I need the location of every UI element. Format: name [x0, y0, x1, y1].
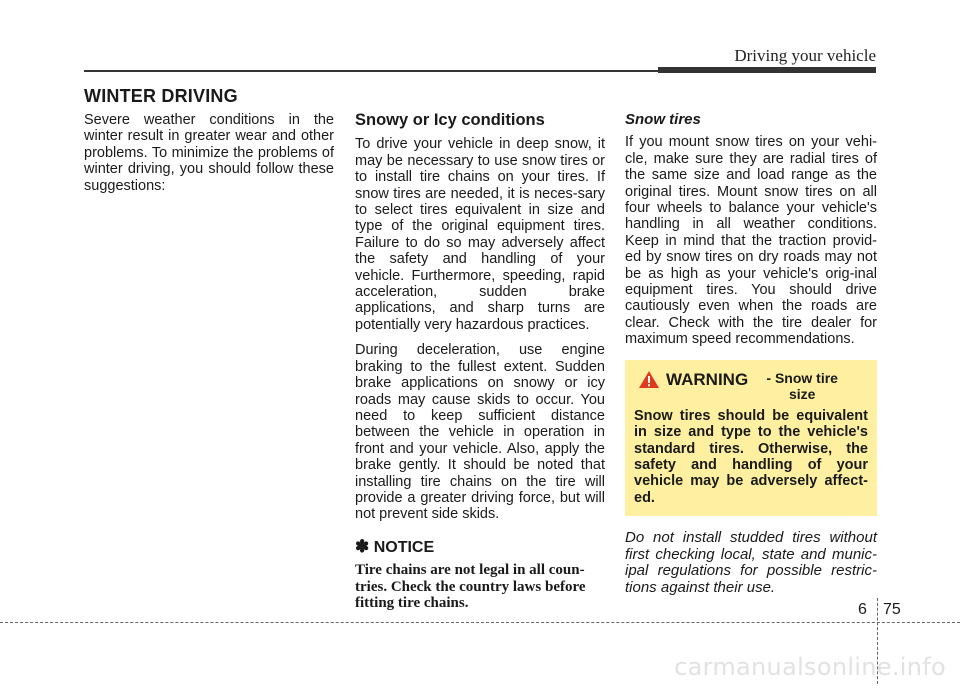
snowy-icy-paragraph-2: During deceleration, use engine braking to the fullest extent. Sudden brake applications on snowy or icy roads may cause skids to occur. You need to keep sufficient distance between the vehicle in operation in front and your vehicle. Also, apply the brake gently. It should be noted that installing tire chains on the tire will provide a greater driving force, but will not prevent side skids.	[355, 342, 605, 523]
warning-subtitle: - Snow tire size	[766, 369, 838, 402]
warning-label: WARNING	[666, 369, 749, 389]
intro-paragraph: Severe weather conditions in the winter result in greater wear and other problems. To minimize the problems of winter driving, you should follow these suggestions:	[84, 112, 334, 194]
chapter-number: 6	[858, 601, 867, 618]
header-rule-accent	[658, 67, 876, 73]
page-number: 75	[883, 601, 901, 618]
snow-tires-heading: Snow tires	[625, 111, 701, 128]
page-title: WINTER DRIVING	[84, 86, 238, 106]
warning-box	[625, 360, 877, 516]
header-section-title: Driving your vehicle	[734, 46, 876, 65]
snowy-icy-heading: Snowy or Icy conditions	[355, 111, 545, 129]
warning-header	[634, 370, 868, 402]
notice-star-icon: ✽	[355, 536, 370, 556]
snow-tires-paragraph: If you mount snow tires on your vehi-cle, make sure they are radial tires of the same size and load range as the original tires. Mount snow tires on all four wheels to balance your vehicle's handling in all weather conditions. Keep in mind that the traction provid-ed by snow tires on dry roads may not be as high as your vehicle's orig-inal equipment tires. You should drive cautiously even when the roads are clear. Check with the tire dealer for maximum speed recommendations.	[625, 134, 877, 348]
warning-text: Snow tires should be equivalent in size and type to the vehicle's standard tires. Otherwise, the safety and handling of your vehicle may be adversely affect-ed.	[634, 407, 868, 506]
warning-triangle-icon	[638, 370, 660, 389]
column-1	[84, 112, 334, 203]
studded-tires-note: Do not install studded tires without first checking local, state and munic-ipal regulations for possible restric-tions against their use.	[625, 529, 877, 596]
footer-rule	[0, 622, 960, 623]
column-3	[625, 112, 877, 596]
column-2	[355, 112, 605, 612]
notice-text: Tire chains are not legal in all coun-tries. Check the country laws before fitting tire chains.	[355, 562, 586, 612]
notice-heading	[355, 536, 605, 556]
watermark: carmanualsonline.info	[674, 653, 946, 681]
snowy-icy-paragraph-1: To drive your vehicle in deep snow, it may be necessary to use snow tires or to install tire chains on your tires. If snow tires are needed, it is neces-sary to select tires equivalent in size and type of the original equipment tires. Failure to do so may adversely affect the safety and handling of your vehicle. Furthermore, speeding, rapid acceleration, sudden brake applications, and sharp turns are potentially very hazardous practices.	[355, 136, 605, 333]
notice-label: NOTICE	[373, 538, 435, 556]
